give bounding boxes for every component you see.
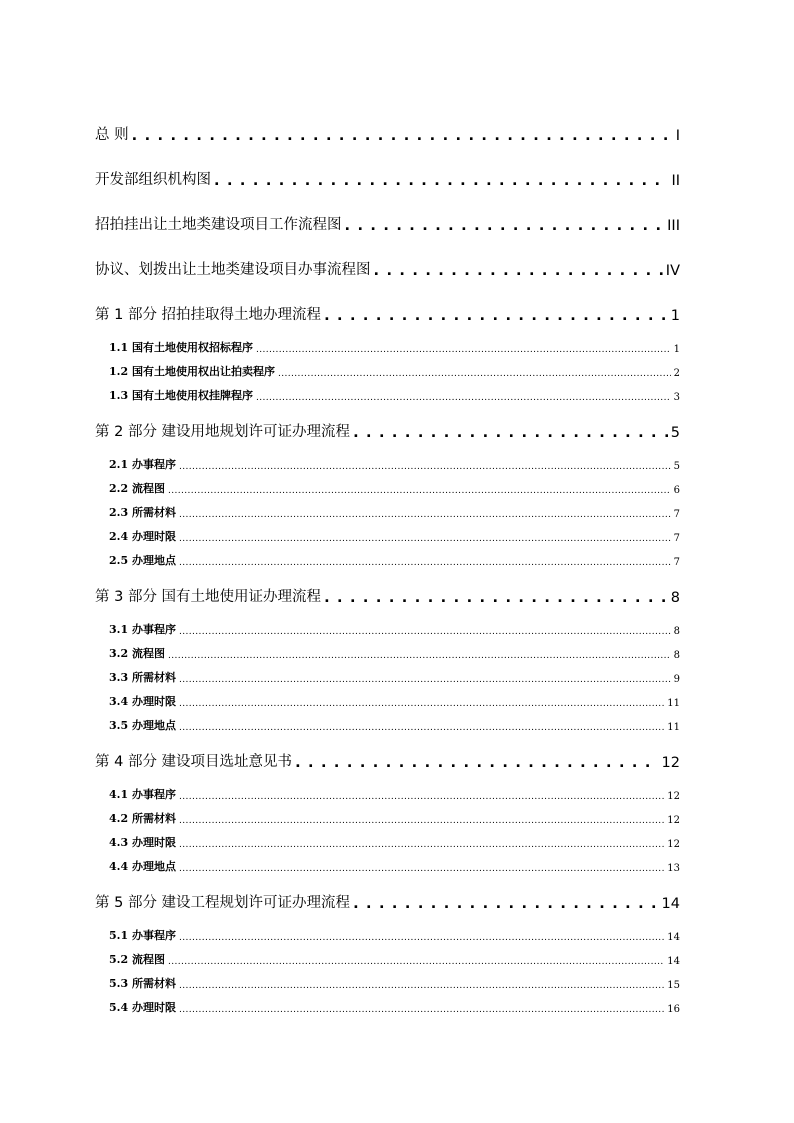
toc-page-number: 6 [673, 485, 680, 496]
toc-page-number: 12 [667, 791, 680, 802]
toc-subentry-label: 3.1 办事程序 [109, 623, 176, 636]
toc-subentry-label: 4.2 所需材料 [109, 812, 176, 825]
toc-subentry-label: 1.1 国有土地使用权招标程序 [109, 341, 253, 354]
toc-subentry[interactable] [95, 778, 680, 802]
toc-leader [168, 651, 671, 661]
toc-subentry[interactable] [95, 919, 680, 943]
toc-subentry-label: 5.2 流程图 [109, 953, 165, 966]
toc-entry-label: 开发部组织机构图 [95, 172, 211, 188]
toc-subentry-label: 3.3 所需材料 [109, 671, 176, 684]
toc-page-number: 14 [667, 932, 680, 943]
toc-leader [179, 627, 671, 637]
toc-page-number: 8 [673, 626, 680, 637]
toc-page-number: 14 [667, 956, 680, 967]
toc-leader [168, 957, 664, 967]
toc-entry[interactable] [95, 886, 680, 912]
toc-subentry-label: 2.4 办理时限 [109, 530, 176, 543]
toc-leader [345, 218, 665, 234]
toc-leader [168, 486, 671, 496]
toc-subentry-label: 2.1 办事程序 [109, 458, 176, 471]
toc-leader [353, 425, 668, 441]
toc-subentry[interactable] [95, 613, 680, 637]
toc-page-number: 8 [670, 590, 680, 606]
toc-leader [278, 369, 671, 379]
toc-page-number: I [675, 128, 680, 144]
toc-subentry-label: 4.1 办事程序 [109, 788, 176, 801]
toc-subentry-label: 2.5 办理地点 [109, 554, 176, 567]
toc-page-number: IV [665, 263, 680, 279]
toc-leader [179, 792, 664, 802]
toc-entry-label: 第 5 部分 建设工程规划许可证办理流程 [95, 895, 351, 911]
toc-leader [214, 173, 668, 189]
toc-subentry[interactable] [95, 520, 680, 544]
toc-subentry[interactable] [95, 448, 680, 472]
toc-subentry-label: 5.3 所需材料 [109, 977, 176, 990]
toc-page-number: 2 [673, 368, 680, 379]
toc-entry-label: 第 4 部分 建设项目选址意见书 [95, 754, 293, 770]
toc-page-number: 8 [673, 650, 680, 661]
toc-subentry-label: 2.3 所需材料 [109, 506, 176, 519]
toc-leader [132, 128, 673, 144]
toc-page-number: 14 [661, 896, 680, 912]
toc-entry[interactable] [95, 163, 680, 189]
toc-leader [353, 896, 658, 912]
toc-subentry[interactable] [95, 850, 680, 874]
toc-page-number: 5 [673, 461, 680, 472]
toc-subentry[interactable] [95, 355, 680, 379]
toc-entry-label: 总 则 [95, 127, 129, 143]
toc-page-number: 7 [673, 509, 680, 520]
toc-page-number: 12 [661, 755, 680, 771]
toc-leader [256, 345, 671, 355]
toc-page-number: 7 [673, 533, 680, 544]
toc-subentry-label: 1.3 国有土地使用权挂牌程序 [109, 389, 253, 402]
toc-subentry-label: 3.5 办理地点 [109, 719, 176, 732]
toc-entry[interactable] [95, 298, 680, 324]
toc-subentry-label: 1.2 国有土地使用权出让拍卖程序 [109, 365, 275, 378]
toc-subentry-label: 4.3 办理时限 [109, 836, 176, 849]
toc-leader [179, 699, 664, 709]
toc-leader [374, 263, 663, 279]
toc-entry-label: 第 3 部分 国有土地使用证办理流程 [95, 589, 322, 605]
toc-leader [179, 510, 671, 520]
toc-subentry[interactable] [95, 943, 680, 967]
toc-subentry-label: 2.2 流程图 [109, 482, 165, 495]
toc-entry[interactable] [95, 208, 680, 234]
toc-subentry-label: 5.4 办理时限 [109, 1001, 176, 1014]
toc-subentry[interactable] [95, 967, 680, 991]
toc-entry-label: 第 2 部分 建设用地规划许可证办理流程 [95, 424, 351, 440]
toc-subentry-label: 3.4 办理时限 [109, 695, 176, 708]
toc-leader [256, 393, 671, 403]
toc-page-number: 1 [670, 308, 680, 324]
toc-page-number: 7 [673, 557, 680, 568]
toc-leader [179, 840, 664, 850]
toc-entry[interactable] [95, 118, 680, 144]
toc-subentry-label: 5.1 办事程序 [109, 929, 176, 942]
toc-page-number: 1 [673, 344, 680, 355]
toc-leader [324, 308, 668, 324]
toc-leader [179, 534, 671, 544]
toc-subentry[interactable] [95, 544, 680, 568]
toc-leader [179, 981, 664, 991]
toc-page-number: 13 [667, 863, 680, 874]
toc-page-number: III [667, 218, 680, 234]
toc-page-number: 15 [667, 980, 680, 991]
toc-entry-label: 协议、划拨出让土地类建设项目办事流程图 [95, 262, 371, 278]
toc-subentry[interactable] [95, 991, 680, 1015]
toc-leader [179, 558, 671, 568]
toc-page-number: 9 [673, 674, 680, 685]
toc-subentry[interactable] [95, 637, 680, 661]
toc-page-number: II [671, 173, 680, 189]
toc-entry[interactable] [95, 580, 680, 606]
toc-page-number: 16 [667, 1004, 680, 1015]
toc-page-number: 12 [667, 815, 680, 826]
toc-page-number: 5 [670, 425, 680, 441]
toc-subentry-label: 3.2 流程图 [109, 647, 165, 660]
table-of-contents [95, 118, 680, 1015]
toc-subentry[interactable] [95, 331, 680, 355]
toc-page-number: 11 [667, 698, 680, 709]
toc-leader [179, 723, 664, 733]
toc-entry[interactable] [95, 745, 680, 771]
toc-subentry[interactable] [95, 472, 680, 496]
toc-page-number: 11 [667, 722, 680, 733]
toc-subentry-label: 4.4 办理地点 [109, 860, 176, 873]
toc-entry-label: 招拍挂出让土地类建设项目工作流程图 [95, 217, 342, 233]
toc-leader [179, 816, 664, 826]
toc-subentry[interactable] [95, 379, 680, 403]
toc-leader [179, 933, 664, 943]
toc-subentry[interactable] [95, 661, 680, 685]
toc-leader [295, 755, 658, 771]
toc-leader [179, 675, 671, 685]
toc-subentry[interactable] [95, 826, 680, 850]
toc-page-number: 12 [667, 839, 680, 850]
toc-subentry[interactable] [95, 802, 680, 826]
toc-entry[interactable] [95, 415, 680, 441]
toc-subentry[interactable] [95, 685, 680, 709]
toc-subentry[interactable] [95, 709, 680, 733]
toc-leader [179, 1005, 664, 1015]
toc-leader [179, 462, 671, 472]
toc-leader [324, 590, 668, 606]
toc-entry[interactable] [95, 253, 680, 279]
toc-page-number: 3 [673, 392, 680, 403]
toc-entry-label: 第 1 部分 招拍挂取得土地办理流程 [95, 307, 322, 323]
toc-subentry[interactable] [95, 496, 680, 520]
toc-leader [179, 864, 664, 874]
